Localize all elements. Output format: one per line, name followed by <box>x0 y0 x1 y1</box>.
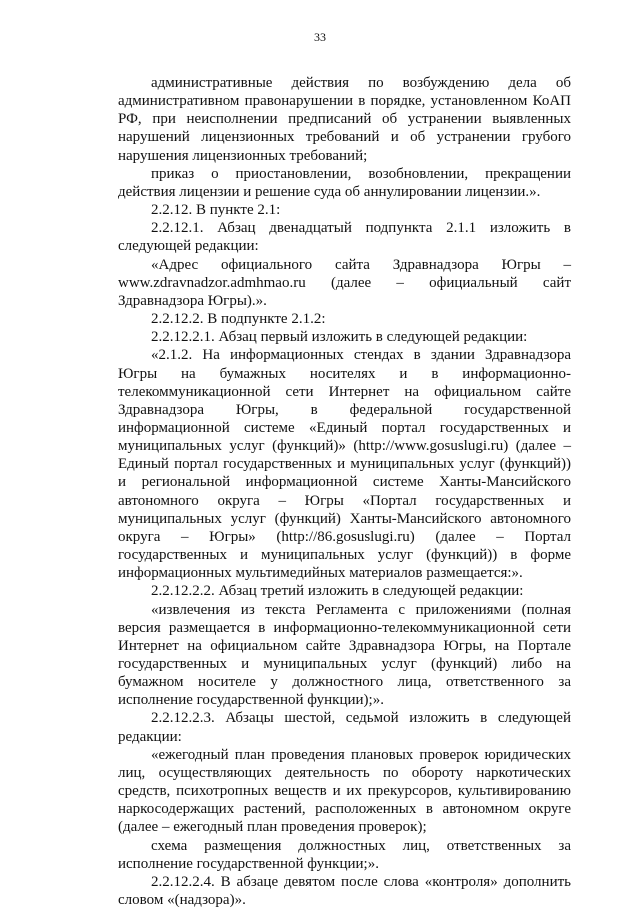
paragraph: 2.2.12.2. В подпункте 2.1.2: <box>151 311 326 328</box>
paragraph: 2.2.12.2.3. Абзацы шестой, седьмой изложить в следующей редакции: <box>118 710 571 745</box>
paragraph: административные действия по возбуждению дела об административном правонарушении в порядке, установленном КоАП РФ, при неисполнении предписаний об устранении выявленных нарушений лицензионных требований и об устранении грубого нарушения лицензионных требований; <box>118 75 571 164</box>
paragraph: «ежегодный план проведения плановых проверок юридических лиц, осуществляющих деятельность по обороту наркотических средств, психотропных веществ и их прекурсоров, культивированию наркосодержащих растений, расположенных в автономном округе (далее – ежегодный план проведения проверок); <box>118 746 571 836</box>
paragraph: «Адрес официального сайта Здравнадзора Югры – www.zdravnadzor.admhmao.ru (далее – официальный сайт Здравнадзора Югры).». <box>118 256 571 309</box>
paragraph: «2.1.2. На информационных стендах в здании Здравнадзора Югры на бумажных носителях и в информационно-телекоммуникационной сети Интернет на официальном сайте Здравнадзора Югры, в федеральной государственной информационной системе «Единый портал государственных и муниципальных услуг (функций)» (http://www.gosuslugi.ru) (далее – Единый портал государственных и муниципальных услуг (функций)) и региональной информационной системе Ханты-Мансийского автономного округа – Югры «Портал государственных и муниципальных услуг (функций) Ханты-Мансийского автономного округа – Югры» (http://86.gosuslugi.ru) (далее – Портал государственных и муниципальных услуг (функций)) в форме информационных мультимедийных материалов размещается:». <box>118 347 571 582</box>
paragraph: схема размещения должностных лиц, ответственных за исполнение государственной функции;». <box>118 837 571 872</box>
paragraph: 2.2.12. В пункте 2.1: <box>151 202 281 219</box>
document-body <box>118 74 571 909</box>
paragraph: 2.2.12.2.4. В абзаце девятом после слова «контроля» дополнить словом «(надзора)». <box>118 873 571 909</box>
paragraph: приказ о приостановлении, возобновлении, прекращении действия лицензии и решение суда об аннулировании лицензии.». <box>118 165 571 200</box>
paragraph: 2.2.12.1. Абзац двенадцатый подпункта 2.1.1 изложить в следующей редакции: <box>118 220 571 255</box>
paragraph: «извлечения из текста Регламента с приложениями (полная версия размещается в информационно-телекоммуникационной сети Интернет на официальном сайте Здравнадзора Югры, на Портале государственных и муниципальных услуг (функций) либо на бумажном носителе у должностного лица, ответственного за исполнение государственной функции);». <box>118 601 571 709</box>
paragraph: 2.2.12.2.1. Абзац первый изложить в следующей редакции: <box>151 329 528 346</box>
paragraph: 2.2.12.2.2. Абзац третий изложить в следующей редакции: <box>151 583 524 600</box>
page-number: 33 <box>314 30 326 44</box>
